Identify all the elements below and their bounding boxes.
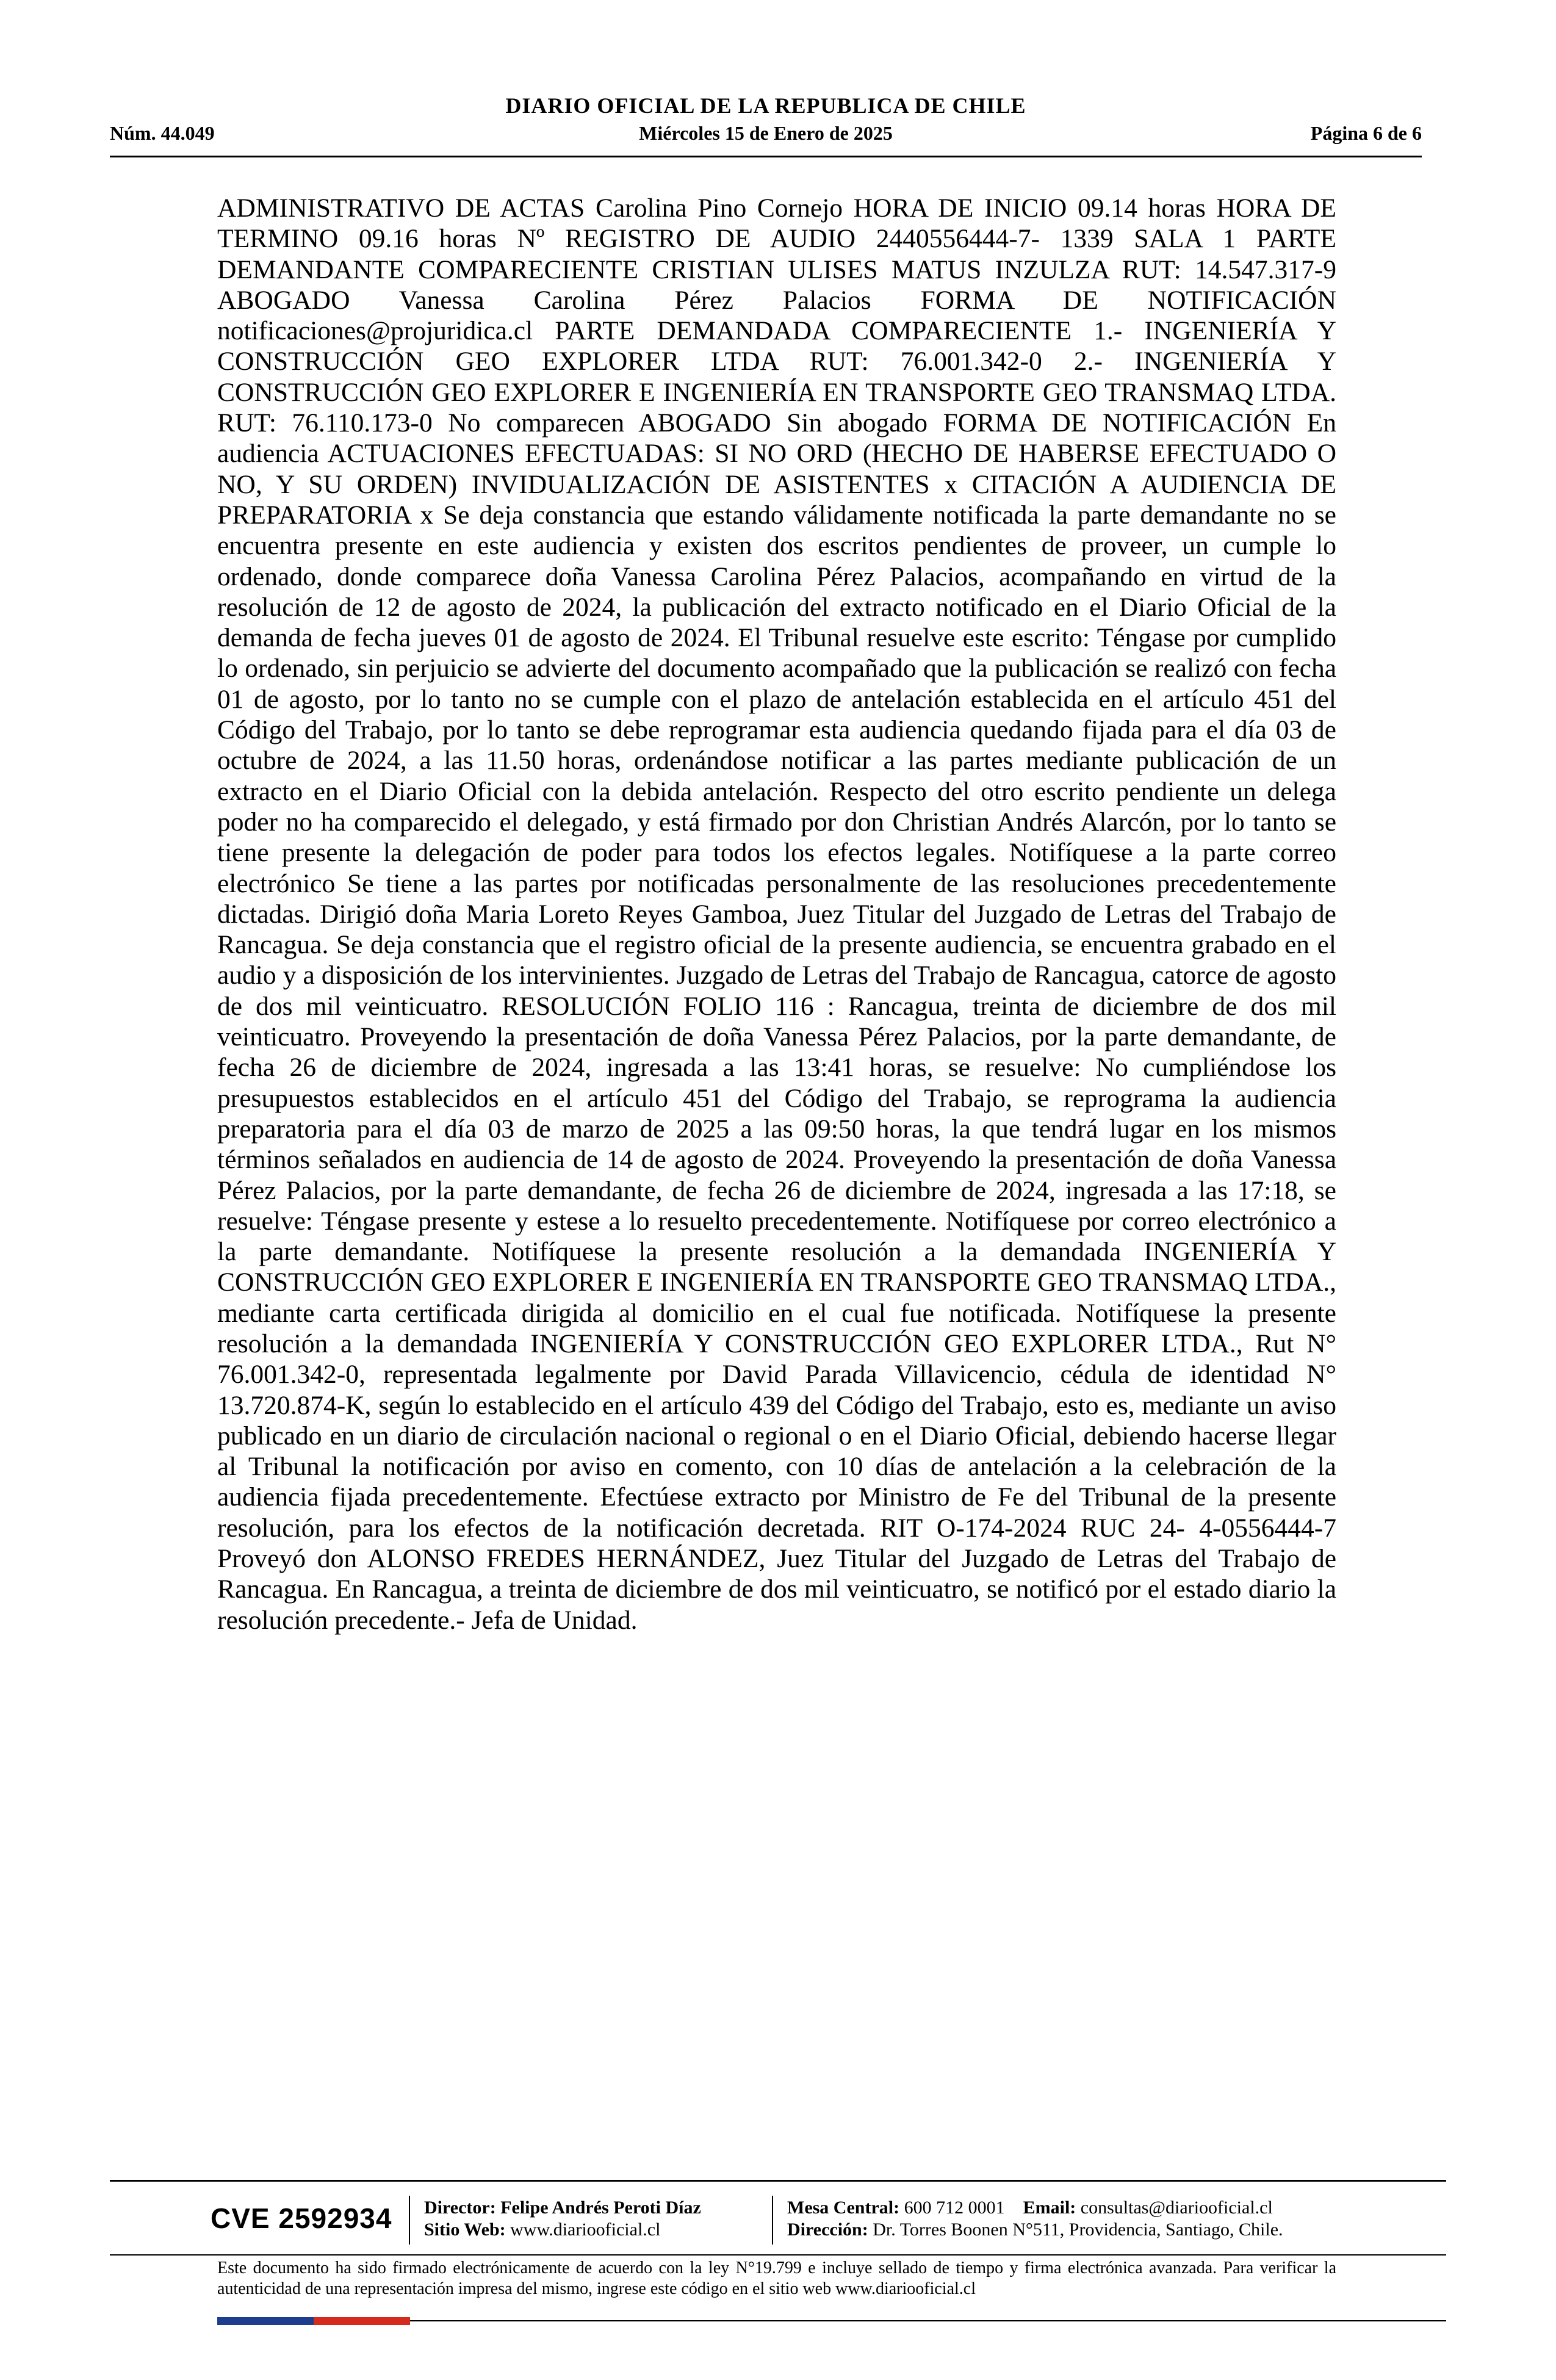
document-body: ADMINISTRATIVO DE ACTAS Carolina Pino Cornejo HORA DE INICIO 09.14 horas HORA DE TERMINO 09.16 horas Nº REGISTRO DE AUDIO 2440556444-7- 1339 SALA 1 PARTE DEMANDANTE COMPARECIENTE CRISTIAN ULISES MATUS INZULZA RUT: 14.547.317-9 ABOGADO Vanessa Carolina Pérez Palacios FORMA DE NOTIFICACIÓN notificaciones@projuridica.cl PARTE DEMANDADA COMPARECIENTE 1.- INGENIERÍA Y CONSTRUCCIÓN GEO EXPLORER LTDA RUT: 76.001.342-0 2.- INGENIERÍA Y CONSTRUCCIÓN GEO EXPLORER E INGENIERÍA EN TRANSPORTE GEO TRANSMAQ LTDA. RUT: 76.110.173-0 No comparecen ABOGADO Sin abogado FORMA DE NOTIFICACIÓN En audiencia ACTUACIONES EFECTUADAS: SI NO ORD (HECHO DE HABERSE EFECTUADO O NO, Y SU ORDEN) INVIDUALIZACIÓN DE ASISTENTES x CITACIÓN A AUDIENCIA DE PREPARATORIA x Se deja constancia que estando válidamente notificada la parte demandante no se encuentra presente en este audiencia y existen dos escritos pendientes de proveer, un cumple lo ordenado, donde comparece doña Vanessa Carolina Pérez Palacios, acompañando en virtud de la resolución de 12 de agosto de 2024, la publicación del extracto notificado en el Diario Oficial de la demanda de fecha jueves 01 de agosto de 2024. El Tribunal resuelve este escrito: Téngase por cumplido lo ordenado, sin perjuicio se advierte del documento acompañado que la publicación se realizó con fecha 01 de agosto, por lo tanto no se cumple con el plazo de antelación establecida en el artículo 451 del Código del Trabajo, por lo tanto se debe reprogramar esta audiencia quedando fijada para el día 03 de octubre de 2024, a las 11.50 horas, ordenándose notificar a las partes mediante publicación de un extracto en el Diario Oficial con la debida antelación. Respecto del otro escrito pendiente un delega poder no ha comparecido el delegado, y está firmado por don Christian Andrés Alarcón, por lo tanto se tiene presente la delegación de poder para todos los efectos legales. Notifíquese a la parte correo electrónico Se tiene a las partes por notificadas personalmente de las resoluciones precedentemente dictadas. Dirigió doña Maria Loreto Reyes Gamboa, Juez Titular del Juzgado de Letras del Trabajo de Rancagua. Se deja constancia que el registro oficial de la presente audiencia, se encuentra grabado en el audio y a disposición de los intervinientes. Juzgado de Letras del Trabajo de Rancagua, catorce de agosto de dos mil veinticuatro. RESOLUCIÓN FOLIO 116 : Rancagua, treinta de diciembre de dos mil veinticuatro. Proveyendo la presentación de doña Vanessa Pérez Palacios, por la parte demandante, de fecha 26 de diciembre de 2024, ingresada a las 13:41 horas, se resuelve: No cumpliéndose los presupuestos establecidos en el artículo 451 del Código del Trabajo, se reprograma la audiencia preparatoria para el día 03 de marzo de 2025 a las 09:50 horas, la que tendrá lugar en los mismos términos señalados en audiencia de 14 de agosto de 2024. Proveyendo la presentación de doña Vanessa Pérez Palacios, por la parte demandante, de fecha 26 de diciembre de 2024, ingresada a las 17:18, se resuelve: Téngase presente y estese a lo resuelto precedentemente. Notifíquese por correo electrónico a la parte demandante. Notifíquese la presente resolución a la demandada INGENIERÍA Y CONSTRUCCIÓN GEO EXPLORER E INGENIERÍA EN TRANSPORTE GEO TRANSMAQ LTDA., mediante carta certificada dirigida al domicilio en el cual fue notificada. Notifíquese la presente resolución a la demandada INGENIERÍA Y CONSTRUCCIÓN GEO EXPLORER LTDA., Rut N° 76.001.342-0, representada legalmente por David Parada Villavicencio, cédula de identidad N° 13.720.874-K, según lo establecido en el artículo 439 del Código del Trabajo, esto es, mediante un aviso publicado en un diario de circulación nacional o regional o en el Diario Oficial, debiendo hacerse llegar al Tribunal la notificación por aviso en comento, con 10 días de antelación a la celebración de la audiencia fijada precedentemente. Efectúese extracto por Ministro de Fe del Tribunal de la presente resolución, para los efectos de la notificación decretada. RIT O-174-2024 RUC 24- 4-0556444-7 Proveyó don ALONSO FREDES HERNÁNDEZ, Juez Titular del Juzgado de Letras del Trabajo de Rancagua. En Rancagua, a treinta de diciembre de dos mil veinticuatro, se notificó por el estado diario la resolución precedente.- Jefa de Unidad. [217, 193, 1336, 1635]
footer-separator [772, 2196, 773, 2245]
director-label: Director: [424, 2198, 496, 2218]
footer-director-block [424, 2197, 701, 2241]
page-number: Página 6 de 6 [1310, 122, 1422, 144]
footer-divider-middle [110, 2254, 1446, 2256]
header-divider [110, 156, 1422, 157]
website-link[interactable]: www.diariooficial.cl [510, 2220, 661, 2240]
address-line [787, 2219, 1283, 2241]
email-label: Email: [1023, 2198, 1076, 2218]
website-line [424, 2219, 701, 2241]
publication-title: DIARIO OFICIAL DE LA REPUBLICA DE CHILE [505, 93, 1026, 118]
footer-separator [409, 2196, 410, 2245]
footer-divider-bottom [410, 2320, 1446, 2321]
footer-divider-top [110, 2180, 1446, 2182]
email-link[interactable]: consultas@diariooficial.cl [1080, 2198, 1273, 2218]
legal-notice: Este documento ha sido firmado electrónicamente de acuerdo con la ley N°19.799 e incluye sellado de tiempo y firma electrónica avanzada. Para verificar la autenticidad de una representación impresa del mismo, ingrese este código en el sitio web www.diariooficial.cl [217, 2259, 1336, 2298]
director-line [424, 2197, 701, 2219]
cve-code: CVE 2592934 [211, 2202, 392, 2234]
footer-contact-block [787, 2197, 1283, 2241]
director-name: Felipe Andrés Peroti Díaz [500, 2198, 701, 2218]
issue-number: Núm. 44.049 [110, 122, 215, 144]
flag-blue-segment [217, 2317, 314, 2325]
mesa-phone: 600 712 0001 [904, 2198, 1005, 2218]
website-label: Sitio Web: [424, 2220, 506, 2240]
chile-flag-stripe [217, 2317, 410, 2325]
address-text: Dr. Torres Boonen N°511, Providencia, Santiago, Chile. [873, 2220, 1283, 2240]
page-header [110, 93, 1422, 160]
page-footer [110, 2191, 1446, 2252]
issue-date: Miércoles 15 de Enero de 2025 [639, 122, 893, 144]
address-label: Dirección: [787, 2220, 868, 2240]
mesa-label: Mesa Central: [787, 2198, 900, 2218]
contact-line [787, 2197, 1283, 2219]
flag-red-segment [314, 2317, 410, 2325]
